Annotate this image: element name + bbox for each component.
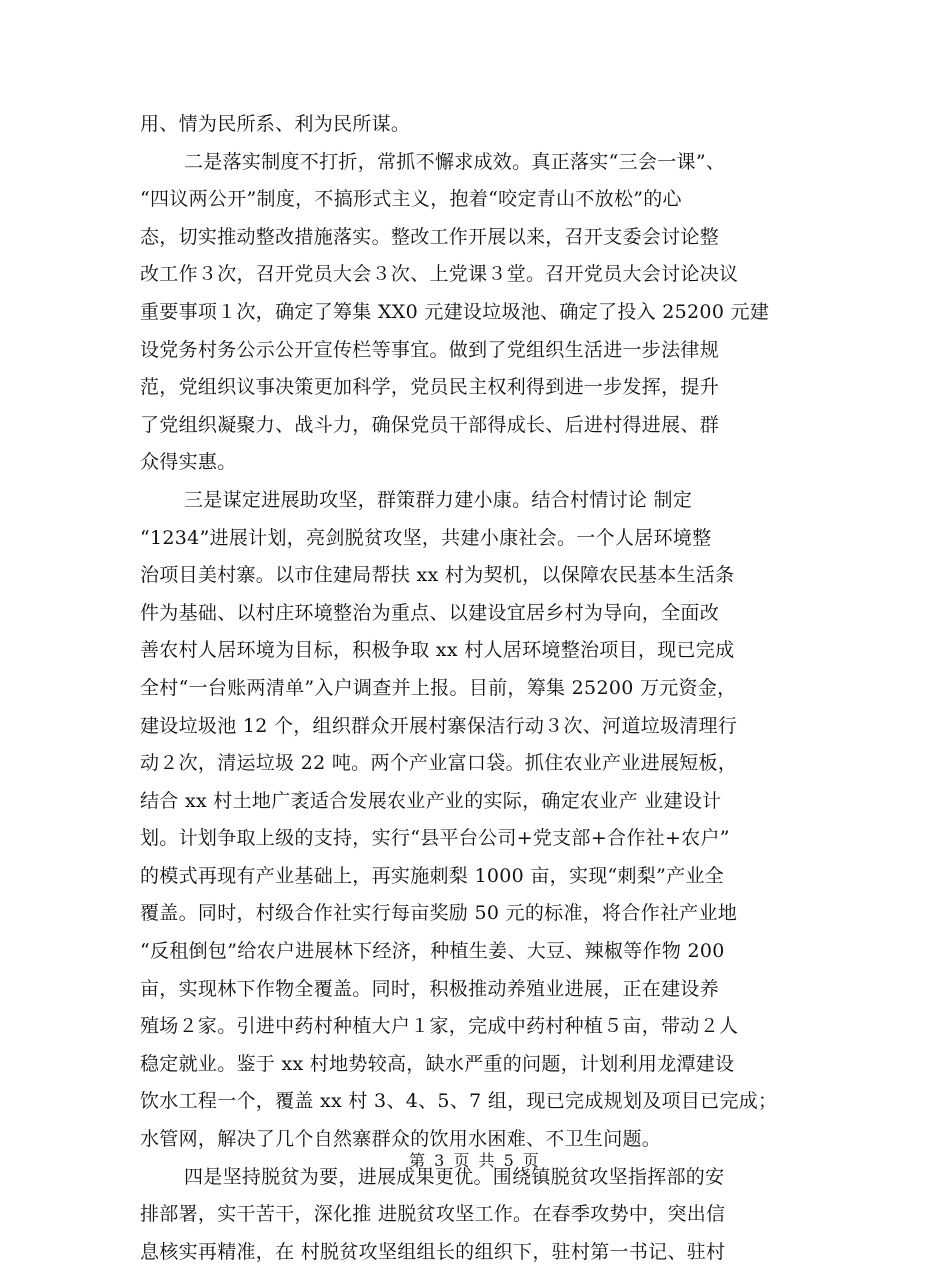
- text-line: 善农村人居环境为目标，积极争取 xx 村人居环境整治项目，现已完成: [140, 639, 735, 662]
- text-line: “四议两公开”制度，不搞形式主义，抱着“咬定青山不放松”的心: [140, 188, 682, 211]
- document-body: [140, 106, 830, 1271]
- text-line: 三是谋定进展助攻坚，群策群力建小康。结合村情讨论 制定: [184, 488, 693, 511]
- text-line: 全村“一台账两清单”入户调查并上报。目前，筹集 25200 万元资金，: [140, 676, 737, 699]
- text-line: 用、情为民所系、利为民所谋。: [140, 113, 411, 135]
- text-line: 稳定就业。鉴于 xx 村地势较高，缺水严重的问题，计划利用龙潭建设: [140, 1052, 735, 1075]
- text-line: 二是落实制度不打折，常抓不懈求成效。真正落实“三会一课”、: [184, 150, 726, 173]
- text-line: 件为基础、以村庄环境整治为重点、以建设宜居乡村为导向，全面改: [140, 601, 720, 624]
- page-footer: 第 3 页 共 5 页: [409, 1151, 541, 1170]
- text-line: 结合 xx 村土地广袤适合发展农业产业的实际，确定农业产 业建设计: [140, 789, 722, 812]
- text-line: 动２次，清运垃圾 22 吨。两个产业富口袋。抓住农业产业进展短板，: [140, 752, 738, 775]
- text-line: 众得实惠。: [140, 451, 237, 474]
- text-line: 的模式再现有产业基础上，再实施刺梨 1000 亩，实现“刺梨”产业全: [140, 864, 725, 887]
- text-line: 四是坚持脱贫为要，进展成果更优。围绕镇脱贫攻坚指挥部的安: [184, 1165, 725, 1188]
- text-line: 划。计划争取上级的支持，实行“县平台公司+党支部+合作社+农户”: [140, 827, 730, 850]
- text-line: 设党务村务公示公开宣传栏等事宜。做到了党组织生活进一步法律规: [140, 338, 720, 361]
- text-line: 饮水工程一个，覆盖 xx 村 3、4、5、7 组，现已完成规划及项目已完成；: [140, 1090, 778, 1113]
- text-line: 重要事项１次，确定了筹集 XX0 元建设垃圾池、确定了投入 25200 元建: [140, 300, 770, 323]
- text-line: 排部署，实干苦干，深化推 进脱贫攻坚工作。在春季攻势中，突出信: [140, 1203, 726, 1226]
- text-line: 水管网，解决了几个自然寨群众的饮用水困难、不卫生问题。: [140, 1128, 662, 1151]
- text-line: 范，党组织议事决策更加科学，党员民主权利得到进一步发挥，提升: [140, 376, 720, 399]
- text-line: 改工作３次，召开党员大会３次、上党课３堂。召开党员大会讨论决议: [140, 263, 739, 286]
- text-line: 亩，实现林下作物全覆盖。同时，积极推动养殖业进展，正在建设养: [140, 977, 720, 1000]
- text-line: 覆盖。同时，村级合作社实行每亩奖励 50 元的标准，将合作社产业地: [140, 902, 738, 925]
- text-line: 息核实再精准，在 村脱贫攻坚组组长的组织下，驻村第一书记、驻村: [140, 1240, 726, 1263]
- text-line: 殖场２家。引进中药村种植大户１家，完成中药村种植５亩，带动２人: [140, 1015, 739, 1038]
- text-line: “反租倒包”给农户进展林下经济，种植生姜、大豆、辣椒等作物 200: [140, 940, 725, 963]
- text-line: 态，切实推动整改措施落实。整改工作开展以来，召开支委会讨论整: [140, 225, 720, 248]
- text-line: 治项目美村寨。以市住建局帮扶 xx 村为契机，以保障农民基本生活条: [140, 564, 735, 587]
- text-line: 建设垃圾池 12 个，组织群众开展村寨保洁行动３次、河道垃圾清理行: [140, 714, 738, 737]
- text-line: 了党组织凝聚力、战斗力，确保党员干部得成长、后进村得进展、群: [140, 413, 720, 436]
- text-line: “1234”进展计划，亮剑脱贫攻坚，共建小康社会。一个人居环境整: [140, 526, 712, 549]
